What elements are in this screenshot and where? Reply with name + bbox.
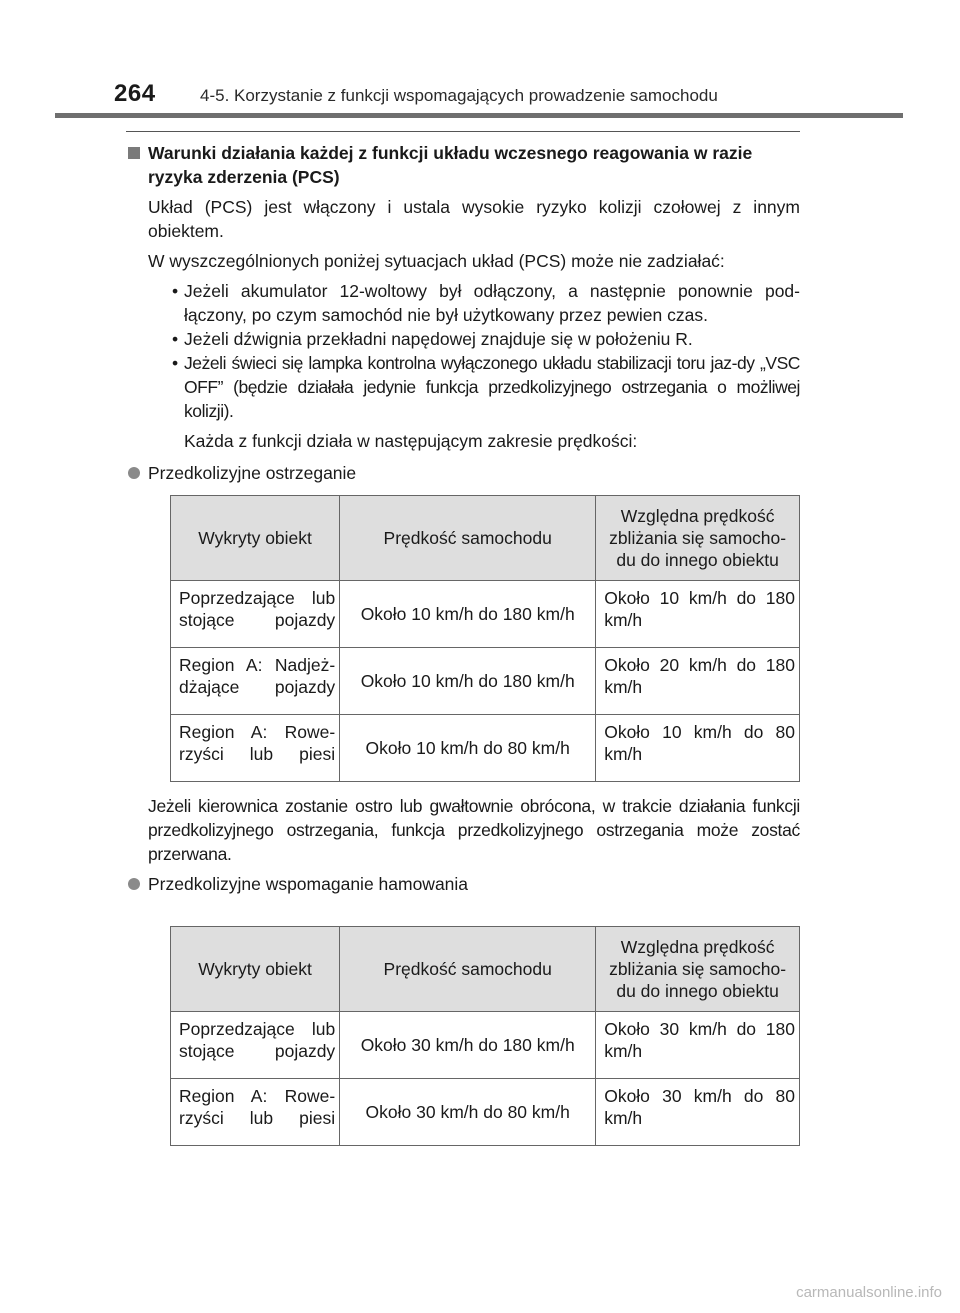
braking-heading [126, 872, 800, 896]
table-cell-relative-speed: Około 30 km/h do 80 km/h [596, 1079, 800, 1146]
table-cell-relative-speed: Około 10 km/h do 80 km/h [596, 715, 800, 782]
list-item [172, 279, 800, 327]
table-row [171, 715, 800, 782]
warning-heading [126, 461, 800, 485]
list-item-text: Jeżeli dźwignia przekładni napędowej znajduje się w położeniu R. [184, 329, 693, 349]
table-cell-vehicle-speed: Około 10 km/h do 80 km/h [340, 715, 596, 782]
page-number: 264 [114, 80, 156, 107]
table-cell-vehicle-speed: Około 10 km/h do 180 km/h [340, 648, 596, 715]
list-item [172, 327, 800, 351]
table-cell-object: Region A: Rowe-rzyści lub piesi [171, 1079, 340, 1146]
watermark: carmanualsonline.info [796, 1284, 942, 1301]
square-bullet-icon [128, 147, 140, 159]
bullet-dot-icon: • [172, 329, 179, 349]
list-item-text: Jeżeli świeci się lampka kontrolna wyłączonego układu stabilizacji toru jaz-dy „VSC OFF” (będzie działała jedynie funkcja przedkolizyjnego ostrzegania o możliwej kolizji). [184, 353, 800, 421]
section-heading-line2: ryzyka zderzenia (PCS) [148, 167, 340, 187]
table-cell-vehicle-speed: Około 30 km/h do 80 km/h [340, 1079, 596, 1146]
bullet-dot-icon: • [172, 281, 179, 301]
column-header-relative-speed: Względna prędkość zbliżania się samocho-du do innego obiektu [596, 927, 800, 1012]
list-item-text: Jeżeli akumulator 12-woltowy był odłączony, a następnie ponownie pod-łączony, po czym samochód nie był użytkowany przez pewien czas. [184, 281, 800, 325]
column-header-relative-speed: Względna prędkość zbliżania się samocho-du do innego obiektu [596, 496, 800, 581]
table-row [171, 581, 800, 648]
warning-speed-table [170, 495, 800, 782]
conditions-intro: W wyszczególnionych poniżej sytuacjach układ (PCS) może nie zadziałać: [148, 251, 725, 271]
table-cell-object: Poprzedzające lub stojące pojazdy [171, 1012, 340, 1079]
conditions-list [126, 279, 800, 423]
table-cell-vehicle-speed: Około 30 km/h do 180 km/h [340, 1012, 596, 1079]
list-item [172, 351, 800, 423]
table-cell-object: Region A: Nadjeż-dżające pojazdy [171, 648, 340, 715]
braking-speed-table [170, 926, 800, 1146]
table-header-row [171, 496, 800, 581]
warning-note: Jeżeli kierownica zostanie ostro lub gwałtownie obrócona, w trakcie działania funkcji przedkolizyjnego ostrzegania, funkcja przedkolizyjnego ostrzegania może zostać przerwana. [148, 796, 800, 864]
subsection-rule [126, 131, 800, 132]
spacer [126, 906, 800, 926]
page-header [0, 0, 960, 120]
section-heading-line1: Warunki działania każdej z funkcji układu wczesnego reagowania w razie [148, 143, 753, 163]
speed-range-intro: Każda z funkcji działa w następującym zakresie prędkości: [184, 431, 638, 451]
column-header-object: Wykryty obiekt [171, 927, 340, 1012]
column-header-vehicle-speed: Prędkość samochodu [340, 496, 596, 581]
section-heading [126, 141, 800, 189]
table-cell-vehicle-speed: Około 10 km/h do 180 km/h [340, 581, 596, 648]
table-cell-relative-speed: Około 30 km/h do 180 km/h [596, 1012, 800, 1079]
table-row [171, 1079, 800, 1146]
section-title: 4-5. Korzystanie z funkcji wspomagających prowadzenie samochodu [200, 86, 718, 105]
intro-paragraph: Układ (PCS) jest włączony i ustala wysokie ryzyko kolizji czołowej z innym obiektem. [148, 197, 800, 241]
table-header-row [171, 927, 800, 1012]
table-row [171, 648, 800, 715]
table-row [171, 1012, 800, 1079]
bullet-dot-icon: • [172, 353, 178, 373]
circle-bullet-icon [128, 878, 140, 890]
warning-heading-text: Przedkolizyjne ostrzeganie [148, 463, 357, 483]
header-rule [55, 113, 903, 118]
column-header-object: Wykryty obiekt [171, 496, 340, 581]
page-content [126, 141, 800, 1146]
circle-bullet-icon [128, 467, 140, 479]
table-cell-relative-speed: Około 10 km/h do 180 km/h [596, 581, 800, 648]
table-cell-object: Region A: Rowe-rzyści lub piesi [171, 715, 340, 782]
braking-heading-text: Przedkolizyjne wspomaganie hamowania [148, 874, 469, 894]
column-header-vehicle-speed: Prędkość samochodu [340, 927, 596, 1012]
table-cell-relative-speed: Około 20 km/h do 180 km/h [596, 648, 800, 715]
table-cell-object: Poprzedzające lub stojące pojazdy [171, 581, 340, 648]
